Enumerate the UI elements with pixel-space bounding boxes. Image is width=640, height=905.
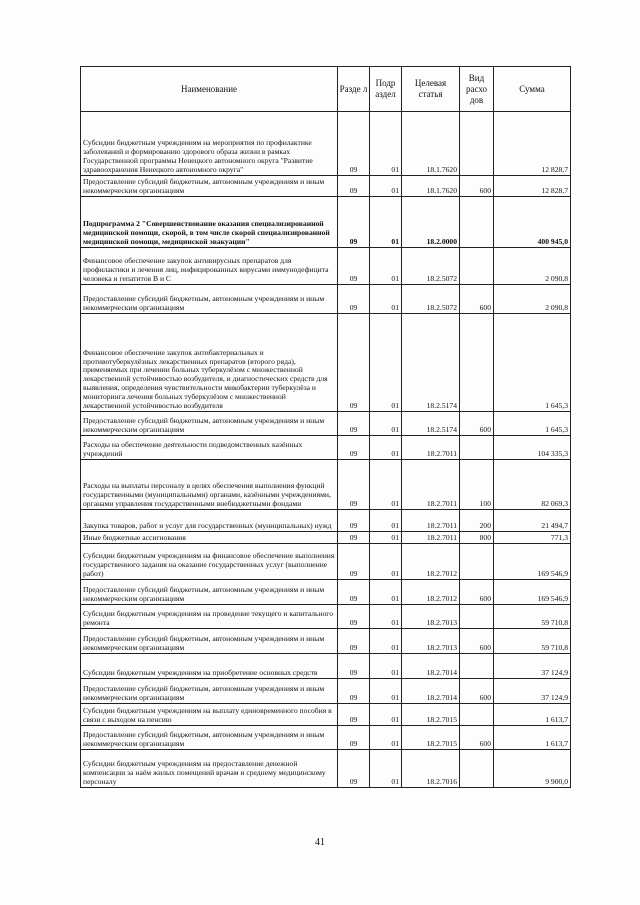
header-name: Наименование bbox=[81, 67, 338, 112]
table-row bbox=[81, 679, 571, 704]
cell-subsection: 01 bbox=[370, 532, 402, 544]
cell-subsection: 01 bbox=[370, 460, 402, 510]
cell-subsection: 01 bbox=[370, 248, 402, 285]
cell-amount: 1 613,7 bbox=[494, 704, 571, 726]
cell-target: 18.2.7011 bbox=[402, 532, 460, 544]
cell-name: Финансовое обеспечение закупок антибактериальных и противотуберкулёзных лекарственных препаратов (второго ряда), применяемых при лечении больных туберкулёзом с множественной лекарственной устойчивостью возбудителя, и диагностических средств для выявления, определения чувствительности микобактерии туберкулёза и мониторинга лечения больных туберкулёзом с множественной лекарственной устойчивостью возбудителя bbox=[81, 314, 338, 412]
cell-amount: 37 124,9 bbox=[494, 679, 571, 704]
cell-target: 18.2.5174 bbox=[402, 314, 460, 412]
header-target: Целевая статья bbox=[402, 67, 460, 112]
cell-target: 18.2.5174 bbox=[402, 412, 460, 436]
cell-amount: 12 828,7 bbox=[494, 112, 571, 176]
cell-target: 18.2.7015 bbox=[402, 704, 460, 726]
cell-amount: 12 828,7 bbox=[494, 176, 571, 197]
table-row bbox=[81, 605, 571, 629]
cell-amount: 59 710,8 bbox=[494, 629, 571, 654]
cell-name: Предоставление субсидий бюджетным, автономным учреждениям и иным некоммерческим организациям bbox=[81, 412, 338, 436]
cell-expense-type: 800 bbox=[460, 532, 494, 544]
cell-expense-type bbox=[460, 750, 494, 788]
cell-section: 09 bbox=[338, 197, 370, 248]
cell-amount: 2 090,8 bbox=[494, 285, 571, 314]
cell-subsection: 01 bbox=[370, 726, 402, 750]
cell-amount: 1 645,3 bbox=[494, 412, 571, 436]
table-row bbox=[81, 750, 571, 788]
cell-expense-type bbox=[460, 704, 494, 726]
cell-section: 09 bbox=[338, 544, 370, 580]
cell-expense-type bbox=[460, 248, 494, 285]
cell-section: 09 bbox=[338, 460, 370, 510]
cell-name: Предоставление субсидий бюджетным, автономным учреждениям и иным некоммерческим организациям bbox=[81, 629, 338, 654]
cell-expense-type: 600 bbox=[460, 285, 494, 314]
cell-name: Предоставление субсидий бюджетным, автономным учреждениям и иным некоммерческим организациям bbox=[81, 176, 338, 197]
cell-expense-type bbox=[460, 436, 494, 460]
cell-section: 09 bbox=[338, 605, 370, 629]
cell-expense-type bbox=[460, 654, 494, 679]
cell-amount: 771,3 bbox=[494, 532, 571, 544]
cell-expense-type: 600 bbox=[460, 412, 494, 436]
cell-amount: 400 945,0 bbox=[494, 197, 571, 248]
table-row bbox=[81, 654, 571, 679]
header-expense-type: Вид расхо дов bbox=[460, 67, 494, 112]
cell-name: Иные бюджетные ассигнования bbox=[81, 532, 338, 544]
cell-section: 09 bbox=[338, 285, 370, 314]
cell-amount: 21 494,7 bbox=[494, 510, 571, 532]
cell-subsection: 01 bbox=[370, 704, 402, 726]
table-row bbox=[81, 176, 571, 197]
cell-expense-type bbox=[460, 605, 494, 629]
cell-amount: 1 613,7 bbox=[494, 726, 571, 750]
cell-subsection: 01 bbox=[370, 679, 402, 704]
cell-target: 18.2.7014 bbox=[402, 679, 460, 704]
table-row bbox=[81, 532, 571, 544]
cell-section: 09 bbox=[338, 436, 370, 460]
cell-section: 09 bbox=[338, 629, 370, 654]
table-row bbox=[81, 704, 571, 726]
table-row bbox=[81, 460, 571, 510]
cell-target: 18.2.7011 bbox=[402, 460, 460, 510]
cell-expense-type bbox=[460, 112, 494, 176]
table-row bbox=[81, 112, 571, 176]
cell-name: Субсидии бюджетным учреждениям на проведение текущего и капитального ремонта bbox=[81, 605, 338, 629]
cell-name: Субсидии бюджетным учреждениям на финансовое обеспечение выполнения государственного задания на оказание государственных услуг (выполнение работ) bbox=[81, 544, 338, 580]
cell-subsection: 01 bbox=[370, 314, 402, 412]
cell-target: 18.2.5072 bbox=[402, 285, 460, 314]
cell-target: 18.2.7016 bbox=[402, 750, 460, 788]
cell-expense-type: 600 bbox=[460, 629, 494, 654]
cell-name: Субсидии бюджетным учреждениям на выплату единовременного пособия в связи с выходом на пенсию bbox=[81, 704, 338, 726]
cell-amount: 82 069,3 bbox=[494, 460, 571, 510]
cell-amount: 1 645,3 bbox=[494, 314, 571, 412]
table-row bbox=[81, 314, 571, 412]
cell-target: 18.2.7015 bbox=[402, 726, 460, 750]
cell-target: 18.2.0000 bbox=[402, 197, 460, 248]
table-row bbox=[81, 726, 571, 750]
cell-subsection: 01 bbox=[370, 197, 402, 248]
cell-section: 09 bbox=[338, 532, 370, 544]
cell-target: 18.1.7620 bbox=[402, 112, 460, 176]
cell-subsection: 01 bbox=[370, 412, 402, 436]
cell-name: Субсидии бюджетным учреждениям на приобретение основных средств bbox=[81, 654, 338, 679]
budget-table bbox=[80, 66, 571, 788]
cell-amount: 104 335,3 bbox=[494, 436, 571, 460]
cell-subsection: 01 bbox=[370, 176, 402, 197]
table-row bbox=[81, 248, 571, 285]
cell-subsection: 01 bbox=[370, 654, 402, 679]
cell-target: 18.2.7014 bbox=[402, 654, 460, 679]
cell-target: 18.2.7013 bbox=[402, 605, 460, 629]
cell-section: 09 bbox=[338, 314, 370, 412]
cell-name: Субсидии бюджетным учреждениям на предоставление денежной компенсации за наём жилых помещений врачам и среднему медицинскому персоналу bbox=[81, 750, 338, 788]
cell-section: 09 bbox=[338, 750, 370, 788]
cell-section: 09 bbox=[338, 679, 370, 704]
cell-section: 09 bbox=[338, 654, 370, 679]
cell-section: 09 bbox=[338, 580, 370, 605]
cell-target: 18.2.5072 bbox=[402, 248, 460, 285]
cell-target: 18.2.7012 bbox=[402, 544, 460, 580]
cell-section: 09 bbox=[338, 726, 370, 750]
cell-expense-type: 600 bbox=[460, 176, 494, 197]
cell-expense-type bbox=[460, 314, 494, 412]
cell-expense-type: 100 bbox=[460, 460, 494, 510]
cell-subsection: 01 bbox=[370, 544, 402, 580]
cell-subsection: 01 bbox=[370, 629, 402, 654]
table-row bbox=[81, 436, 571, 460]
cell-expense-type: 200 bbox=[460, 510, 494, 532]
cell-section: 09 bbox=[338, 510, 370, 532]
cell-amount: 37 124,9 bbox=[494, 654, 571, 679]
cell-expense-type: 600 bbox=[460, 580, 494, 605]
table-header-row bbox=[81, 67, 571, 112]
table-row bbox=[81, 580, 571, 605]
cell-section: 09 bbox=[338, 248, 370, 285]
table-row bbox=[81, 629, 571, 654]
cell-name: Субсидии бюджетным учреждениям на мероприятия по профилактике заболеваний и формированию здорового образа жизни в рамках Государственной программы Ненецкого автономного округа "Развитие здравоохранения Ненецкого автономного округа" bbox=[81, 112, 338, 176]
cell-subsection: 01 bbox=[370, 285, 402, 314]
cell-amount: 9 900,0 bbox=[494, 750, 571, 788]
cell-expense-type bbox=[460, 544, 494, 580]
cell-subsection: 01 bbox=[370, 436, 402, 460]
table-row bbox=[81, 285, 571, 314]
cell-section: 09 bbox=[338, 412, 370, 436]
header-section: Разде л bbox=[338, 67, 370, 112]
cell-target: 18.1.7620 bbox=[402, 176, 460, 197]
cell-name: Закупка товаров, работ и услуг для государственных (муниципальных) нужд bbox=[81, 510, 338, 532]
cell-target: 18.2.7013 bbox=[402, 629, 460, 654]
cell-expense-type bbox=[460, 197, 494, 248]
cell-expense-type: 600 bbox=[460, 679, 494, 704]
cell-subsection: 01 bbox=[370, 510, 402, 532]
table-row bbox=[81, 510, 571, 532]
cell-section: 09 bbox=[338, 704, 370, 726]
cell-name: Расходы на выплаты персоналу в целях обеспечения выполнения функций государственными (муниципальными) органами, казёнными учреждениями, органами управления государственными внебюджетными фондами bbox=[81, 460, 338, 510]
cell-subsection: 01 bbox=[370, 750, 402, 788]
cell-section: 09 bbox=[338, 112, 370, 176]
cell-subsection: 01 bbox=[370, 605, 402, 629]
header-amount: Сумма bbox=[494, 67, 571, 112]
cell-expense-type: 600 bbox=[460, 726, 494, 750]
table-body bbox=[81, 112, 571, 788]
cell-target: 18.2.7012 bbox=[402, 580, 460, 605]
cell-target: 18.2.7011 bbox=[402, 436, 460, 460]
header-subsection: Подр аздел bbox=[370, 67, 402, 112]
cell-target: 18.2.7011 bbox=[402, 510, 460, 532]
table-row bbox=[81, 197, 571, 248]
cell-name: Предоставление субсидий бюджетным, автономным учреждениям и иным некоммерческим организациям bbox=[81, 285, 338, 314]
cell-amount: 2 090,8 bbox=[494, 248, 571, 285]
cell-name: Предоставление субсидий бюджетным, автономным учреждениям и иным некоммерческим организациям bbox=[81, 726, 338, 750]
cell-amount: 169 546,9 bbox=[494, 544, 571, 580]
cell-name: Подпрограмма 2 "Совершенствование оказания специализированной медицинской помощи, скорой, в том числе скорой специализированной медицинской помощи, медицинской эвакуации" bbox=[81, 197, 338, 248]
cell-name: Предоставление субсидий бюджетным, автономным учреждениям и иным некоммерческим организациям bbox=[81, 679, 338, 704]
cell-amount: 169 546,9 bbox=[494, 580, 571, 605]
page-number: 41 bbox=[315, 837, 325, 848]
cell-section: 09 bbox=[338, 176, 370, 197]
cell-subsection: 01 bbox=[370, 580, 402, 605]
cell-name: Финансовое обеспечение закупок антивирусных препаратов для профилактики и лечения лиц, инфицированных вирусами иммунодефицита человека и гепатитов В и С bbox=[81, 248, 338, 285]
cell-name: Расходы на обеспечение деятельности подведомственных казённых учреждений bbox=[81, 436, 338, 460]
table-row bbox=[81, 412, 571, 436]
cell-name: Предоставление субсидий бюджетным, автономным учреждениям и иным некоммерческим организациям bbox=[81, 580, 338, 605]
table-row bbox=[81, 544, 571, 580]
cell-subsection: 01 bbox=[370, 112, 402, 176]
cell-amount: 59 710,8 bbox=[494, 605, 571, 629]
